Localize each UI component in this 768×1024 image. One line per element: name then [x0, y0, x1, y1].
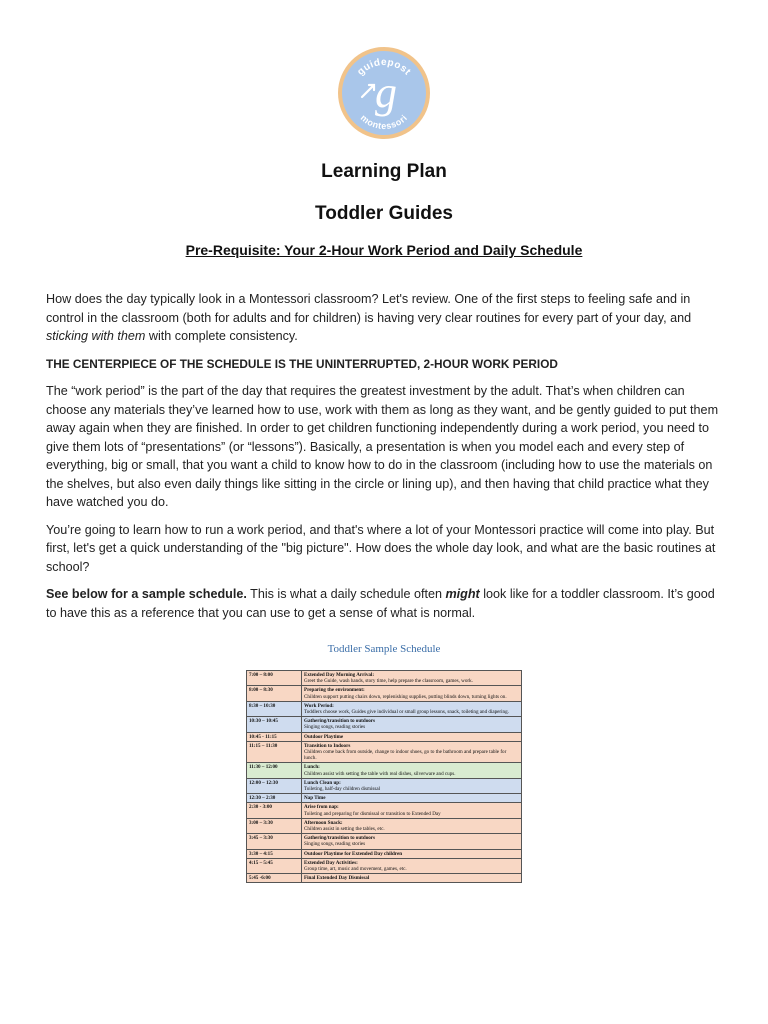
schedule-time: 4:15 – 5:45 [247, 858, 302, 873]
table-row [247, 671, 522, 686]
activity-description: Toileting and preparing for dismissal or transition to Extended Day [304, 810, 441, 817]
activity-title: Outdoor Playtime [304, 733, 344, 740]
intro-paragraph: How does the day typically look in a Montessori classroom? Let's review. One of the first steps to feeling safe and in control in the classroom (both for adults and for children) is having very clear routines for every part of your day, and sticking with them with complete consistency. [46, 292, 692, 343]
prerequisite-heading: Pre-Requisite: Your 2-Hour Work Period and Daily Schedule [185, 242, 583, 258]
section-heading: THE CENTERPIECE OF THE SCHEDULE IS THE UNINTERRUPTED, 2-HOUR WORK PERIOD [46, 356, 558, 371]
activity-description: Singing songs, reading stories [304, 841, 366, 848]
activity-description: Children assist with setting the table with real dishes, silverware and cups. [304, 770, 456, 777]
table-row [247, 717, 522, 732]
activity-description: Children assist in setting the tables, etc. [304, 826, 385, 833]
table-row [247, 849, 522, 858]
schedule-time: 8:00 – 8:30 [247, 686, 302, 701]
schedule-time: 12:30 – 2:30 [247, 794, 302, 803]
activity-description: Children support putting chairs down, replenishing supplies, putting blinds down, turning lights on. [304, 693, 507, 700]
table-row [247, 803, 522, 818]
logo-letter: g [375, 68, 397, 117]
schedule-activity [302, 858, 522, 873]
activity-description: Group time, art, music and movement, games, etc. [304, 866, 407, 873]
schedule-activity [302, 818, 522, 833]
schedule-activity [302, 849, 522, 858]
schedule-time: 3:00 – 3:30 [247, 818, 302, 833]
table-row [247, 741, 522, 763]
activity-description: Children come back from outside, change to indoor shoes, go to the bathroom and prepare table for lunch. [304, 749, 507, 762]
logo-bottom-text: montessori [358, 112, 410, 132]
schedule-time: 10:30 – 10:45 [247, 717, 302, 732]
sample-schedule-paragraph: See below for a sample schedule. This is what a daily schedule often might look like for a toddler classroom. It’s good to have this as a reference that you can use to get a sense of what is normal. [46, 587, 715, 620]
table-row [247, 778, 522, 793]
activity-title: Preparing the environment: [304, 687, 365, 694]
activity-description: Greet the Guide, wash hands, story time, help prepare the classroom, games, work. [304, 678, 473, 685]
schedule-time: 7:00 – 8:00 [247, 671, 302, 686]
page-title: Learning Plan [321, 161, 447, 182]
activity-title: Arise from nap: [304, 804, 339, 811]
activity-title: Lunch Clean up: [304, 779, 341, 786]
activity-title: Afternoon Snack: [304, 819, 343, 826]
body-text [46, 290, 724, 631]
activity-title: Final Extended Day Dismissal [304, 875, 370, 882]
schedule-time: 12:00 – 12:30 [247, 778, 302, 793]
big-picture-paragraph: You’re going to learn how to run a work period, and that's where a lot of your Montessori practice will come into play. But first, let's get a quick understanding of the "big picture". How does the whole day look, and what are the basic routines at school? [46, 522, 716, 574]
table-row [247, 818, 522, 833]
page-subtitle: Toddler Guides [315, 203, 453, 224]
schedule-activity [302, 686, 522, 701]
schedule-activity [302, 874, 522, 883]
activity-title: Lunch: [304, 764, 320, 771]
table-row [247, 732, 522, 741]
schedule-activity [302, 701, 522, 716]
schedule-activity [302, 717, 522, 732]
table-row [247, 763, 522, 778]
schedule-activity [302, 834, 522, 849]
activity-title: Transition to Indoors [304, 742, 351, 749]
activity-title: Gathering/transition to outdoors [304, 718, 376, 725]
schedule-activity [302, 794, 522, 803]
schedule-time: 8:30 – 10:30 [247, 701, 302, 716]
activity-description: Singing songs, reading stories [304, 724, 366, 731]
logo-top-text: guidepost [355, 56, 413, 78]
schedule-time: 5:45 -6:00 [247, 874, 302, 883]
schedule-activity [302, 732, 522, 741]
activity-title: Extended Day Activities: [304, 859, 358, 866]
schedule-time: 11:30 – 12:00 [247, 763, 302, 778]
table-row [247, 686, 522, 701]
table-row [247, 834, 522, 849]
schedule-time: 2:30 - 3:00 [247, 803, 302, 818]
work-period-paragraph: The “work period” is the part of the day that requires the greatest investment by the adult. That’s when children can choose any materials they’ve learned how to use, work with them as long as they want, and be gently guided to put them away again when they are finished. In order to get children functioning independently during a work period, you need to give them lots of “presentations” (or “lessons”). Basically, a presentation is when you model each and every step of everything, big or small, that you want a child to know how to do in the classroom (including how to use the materials on the shelves, but also even daily things like sitting in the circle or lining up), and then having that child practice what they have watched you do. [46, 384, 719, 509]
schedule-activity [302, 741, 522, 763]
schedule-time: 3:30 – 4:15 [247, 849, 302, 858]
table-row [247, 701, 522, 716]
schedule-table [246, 670, 522, 883]
activity-title: Gathering/transition to outdoors [304, 835, 376, 842]
schedule-title: Toddler Sample Schedule [327, 643, 441, 655]
schedule-activity [302, 803, 522, 818]
guidepost-montessori-logo [336, 45, 432, 141]
schedule-activity [302, 763, 522, 778]
schedule-time: 11:15 – 11:30 [247, 741, 302, 763]
schedule-time: 10:45 - 11:15 [247, 732, 302, 741]
activity-title: Work Period: [304, 702, 334, 709]
activity-description: Toileting, half-day children dismissal [304, 786, 381, 793]
activity-title: Outdoor Playtime for Extended Day children [304, 850, 403, 857]
table-row [247, 874, 522, 883]
table-row [247, 794, 522, 803]
activity-title: Nap Time [304, 795, 326, 802]
schedule-activity [302, 778, 522, 793]
activity-title: Extended Day Morning Arrival: [304, 672, 375, 678]
schedule-time: 3:45 – 3:30 [247, 834, 302, 849]
activity-description: Toddlers choose work, Guides give individual or small group lessons, snack, toileting and diapering. [304, 709, 509, 716]
table-row [247, 858, 522, 873]
schedule-activity [302, 671, 522, 686]
